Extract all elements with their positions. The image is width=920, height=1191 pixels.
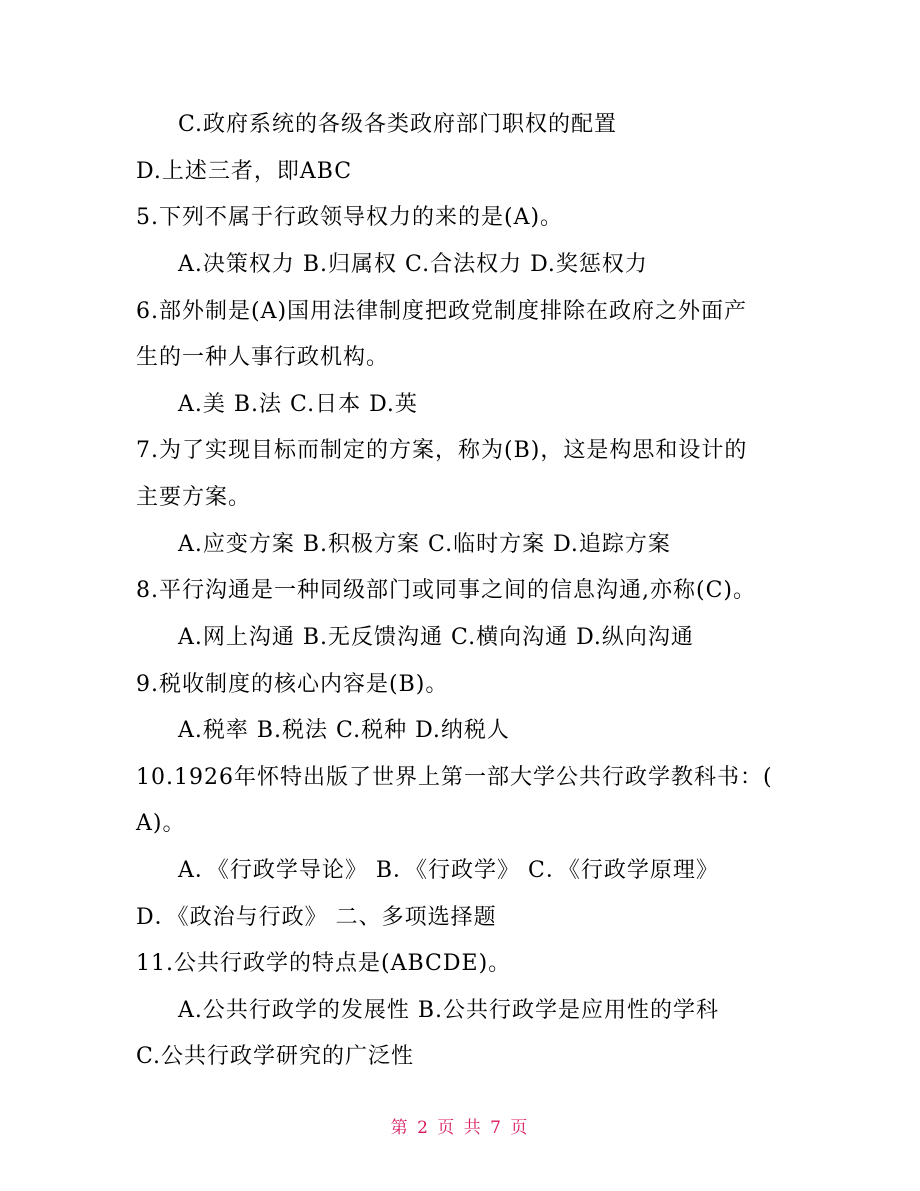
page-number-footer: 第 2 页 共 7 页: [390, 1118, 530, 1138]
option-line: D．《政治与行政》 二、多项选择题: [136, 905, 497, 930]
question-line: 7.为了实现目标而制定的方案，称为(B)，这是构思和设计的: [136, 438, 748, 463]
question-line: 11.公共行政学的特点是(ABCDE)。: [136, 951, 512, 976]
question-line-continued: A)。: [136, 811, 186, 836]
option-line: D.上述三者，即ABC: [136, 159, 353, 184]
option-line: A.美 B.法 C.日本 D.英: [178, 392, 418, 417]
option-line: A.网上沟通 B.无反馈沟通 C.横向沟通 D.纵向沟通: [178, 625, 694, 650]
option-line: C.政府系统的各级各类政府部门职权的配置: [178, 112, 618, 137]
question-line-continued: 主要方案。: [136, 485, 252, 510]
question-line: 6.部外制是(A)国用法律制度把政党制度排除在政府之外面产: [136, 299, 748, 324]
question-line: 5.下列不属于行政领导权力的来的是(A)。: [136, 205, 564, 230]
option-line: A.应变方案 B.积极方案 C.临时方案 D.追踪方案: [178, 532, 671, 557]
question-line: 10.1926年怀特出版了世界上第一部大学公共行政学教科书：(: [136, 765, 773, 790]
option-line: A.公共行政学的发展性 B.公共行政学是应用性的学科: [178, 998, 720, 1023]
option-line: C.公共行政学研究的广泛性: [136, 1044, 415, 1069]
option-line: A．《行政学导论》 B．《行政学》 C．《行政学原理》: [178, 858, 719, 883]
question-line: 9.税收制度的核心内容是(B)。: [136, 672, 449, 697]
option-line: A.税率 B.税法 C.税种 D.纳税人: [178, 718, 510, 743]
question-line: 8.平行沟通是一种同级部门或同事之间的信息沟通,亦称(C)。: [136, 578, 756, 603]
option-line: A.决策权力 B.归属权 C.合法权力 D.奖惩权力: [178, 252, 648, 277]
question-line-continued: 生的一种人事行政机构。: [136, 345, 390, 370]
